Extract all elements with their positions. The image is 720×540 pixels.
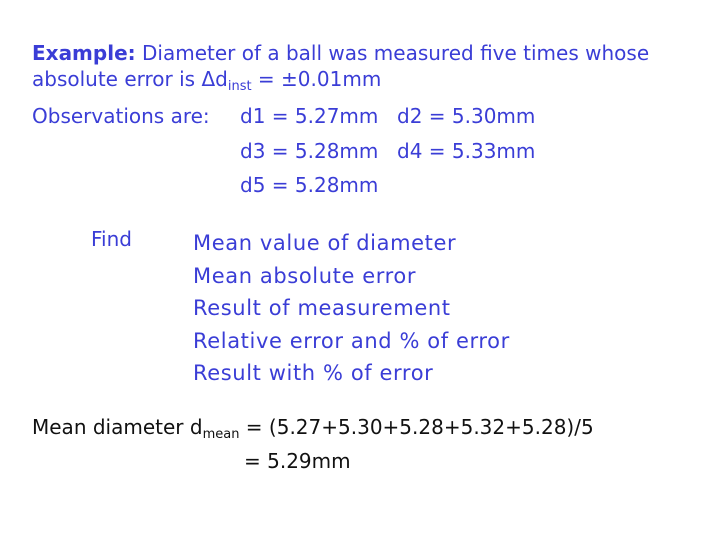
mean-formula: = (5.27+5.30+5.28+5.32+5.28)/5 [239, 415, 594, 439]
find-label: Find [91, 227, 132, 251]
mean-result: = 5.29mm [244, 449, 351, 473]
mean-diameter-label: Mean diameter d [32, 415, 203, 439]
example-text-2: absolute error is Δd [32, 67, 228, 91]
find-item-result-percent: Result with % of error [193, 361, 434, 385]
example-line-2 [32, 67, 382, 94]
mean-diameter-line [32, 415, 594, 442]
observations-label: Observations are: [32, 104, 210, 128]
inst-subscript: inst [227, 79, 252, 94]
observation-d3: d3 = 5.28mm [240, 139, 379, 163]
mean-subscript: mean [202, 427, 240, 442]
example-label: Example: [32, 41, 136, 65]
observation-d4: d4 = 5.33mm [397, 139, 536, 163]
observation-d5: d5 = 5.28mm [240, 173, 379, 197]
observation-d2: d2 = 5.30mm [397, 104, 536, 128]
absolute-error-value: = ±0.01mm [251, 67, 382, 91]
find-list [193, 227, 510, 390]
find-item-result: Result of measurement [193, 296, 451, 320]
find-item-mean-absolute-error: Mean absolute error [193, 263, 417, 288]
observation-d1: d1 = 5.27mm [240, 104, 379, 128]
find-item-mean-value: Mean value of diameter [193, 231, 457, 255]
find-item-relative-error: Relative error and % of error [193, 328, 510, 353]
example-text-1: Diameter of a ball was measured five times whose [135, 41, 650, 65]
example-line-1 [32, 41, 649, 65]
